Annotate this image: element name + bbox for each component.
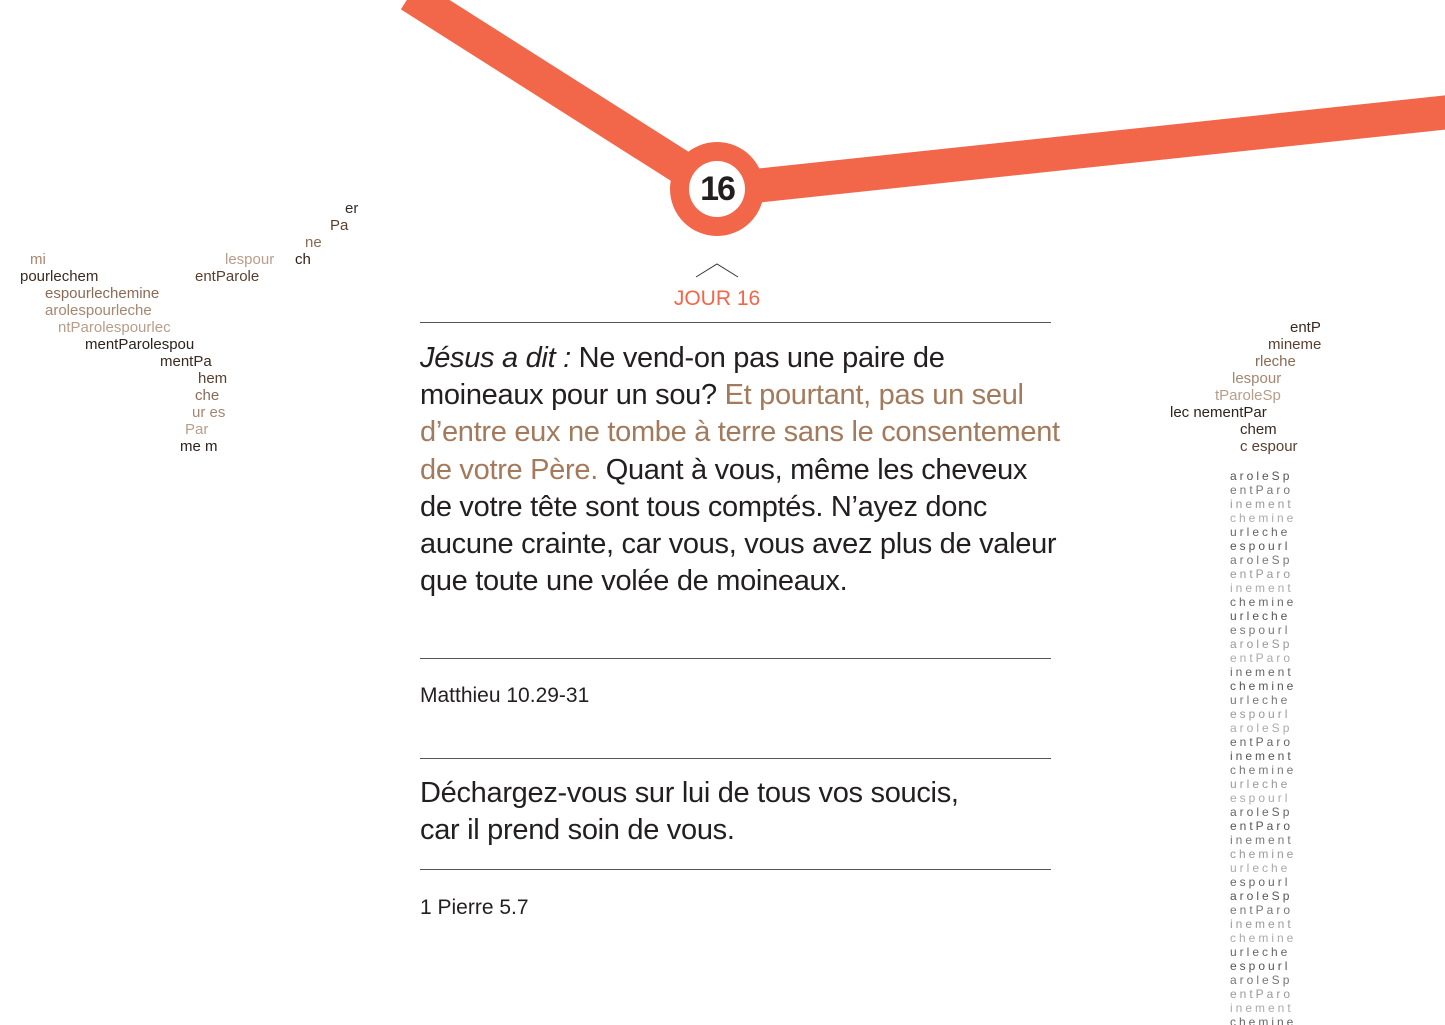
decorative-letters: entParo — [1230, 567, 1294, 581]
decorative-letters: urleche — [1230, 525, 1291, 539]
quote-line-2: car il prend soin de vous. — [420, 814, 735, 847]
decorative-letters: urleche — [1230, 693, 1291, 707]
decorative-letters: lespour — [225, 251, 275, 268]
decorative-letters: mi — [30, 251, 46, 268]
decorative-letters: er — [345, 200, 359, 217]
decorative-letters: entP — [1290, 319, 1321, 336]
verse-part2: Quant à vous, même les cheveux de votre tête sont tous comptés. N’ayez donc aucune crainte, car vous, vous avez plus de valeur que toute une volée de moineaux. — [420, 453, 1057, 598]
decorative-letters: aroleSp — [1230, 553, 1293, 567]
decorative-letters: espourl — [1230, 539, 1291, 553]
decorative-letters: che — [195, 387, 220, 404]
decorative-letters: ntParolespourlec — [58, 319, 171, 336]
day-badge — [670, 142, 764, 236]
decorative-letters: chem — [1240, 421, 1277, 438]
divider — [420, 758, 1051, 759]
decorative-letters: entParo — [1230, 735, 1294, 749]
typographic-bird-left — [20, 200, 358, 455]
decorative-letters: espourl — [1230, 791, 1291, 805]
decorative-letters: aroleSp — [1230, 973, 1293, 987]
decorative-letters: hem — [198, 370, 228, 387]
decorative-letters: urleche — [1230, 609, 1291, 623]
decorative-letters: inement — [1230, 749, 1294, 763]
divider — [420, 658, 1051, 659]
decorative-letters: espourl — [1230, 875, 1291, 889]
decorative-letters: tParoleSp — [1215, 387, 1281, 404]
decorative-letters: espourl — [1230, 707, 1291, 721]
decorative-letters: Pa — [330, 217, 349, 234]
decorative-letters: mineme — [1268, 336, 1322, 353]
decorative-letters: lespour — [1232, 370, 1282, 387]
decorative-letters: mentParolespou — [85, 336, 195, 353]
decorative-letters: c espour — [1240, 438, 1298, 455]
decorative-letters: chemine — [1230, 931, 1297, 945]
decorative-letters: inement — [1230, 917, 1294, 931]
decorative-letters: entParo — [1230, 651, 1294, 665]
decorative-letters: entParo — [1230, 483, 1294, 497]
decorative-letters: espourlechemine — [45, 285, 160, 302]
decorative-letters: inement — [1230, 581, 1294, 595]
verse-part1: Ne vend-on pas une paire de moineaux pour un sou? — [420, 342, 945, 412]
decorative-letters: ur es — [192, 404, 226, 421]
decorative-letters: rleche — [1255, 353, 1296, 370]
decorative-letters: entParo — [1230, 903, 1294, 917]
decorative-letters: aroleSp — [1230, 889, 1293, 903]
decorative-letters: inement — [1230, 665, 1294, 679]
decorative-letters: inement — [1230, 1001, 1294, 1015]
decorative-letters: ch — [295, 251, 311, 268]
quote-line-1: Déchargez-vous sur lui de tous vos soucis, — [420, 777, 959, 809]
quote-text — [420, 775, 1060, 849]
verse-reference: Matthieu 10.29-31 — [420, 684, 590, 707]
typographic-bird-right — [1170, 319, 1321, 455]
decorative-letters: chemine — [1230, 847, 1297, 861]
decorative-letters: me m — [180, 438, 218, 455]
verse-text — [420, 340, 1060, 600]
decorative-letters: chemine — [1230, 511, 1297, 525]
decorative-letters: Par — [185, 421, 209, 438]
decorative-letters: inement — [1230, 833, 1294, 847]
typographic-pillar — [1230, 469, 1296, 1025]
divider — [420, 869, 1051, 870]
decorative-letters: urleche — [1230, 777, 1291, 791]
decorative-letters: entParole — [195, 268, 260, 285]
decorative-letters: arolespourleche — [45, 302, 152, 319]
quote-reference: 1 Pierre 5.7 — [420, 896, 529, 919]
decorative-letters: urleche — [1230, 861, 1291, 875]
decorative-letters: urleche — [1230, 945, 1291, 959]
day-number: 16 — [689, 161, 745, 217]
verse-intro: Jésus a dit : — [420, 342, 571, 374]
decorative-letters: chemine — [1230, 1015, 1297, 1025]
caret-up-icon — [695, 262, 739, 278]
decorative-letters: aroleSp — [1230, 805, 1293, 819]
divider — [420, 322, 1051, 323]
decorative-letters: lec nementPar — [1170, 404, 1267, 421]
decorative-letters: inement — [1230, 497, 1294, 511]
decorative-letters: chemine — [1230, 679, 1297, 693]
verse-highlight: Et pourtant, pas un seul d’entre eux ne tombe à terre sans le consentement de votre Père. — [420, 379, 1060, 486]
decorative-letters: mentPa — [160, 353, 212, 370]
day-label: JOUR 16 — [673, 287, 761, 310]
decorative-letters: pourlechem — [20, 268, 99, 285]
decorative-letters: ne — [305, 234, 322, 251]
decorative-letters: entParo — [1230, 987, 1294, 1001]
decorative-letters: entParo — [1230, 819, 1294, 833]
decorative-letters: chemine — [1230, 595, 1297, 609]
decorative-letters: espourl — [1230, 959, 1291, 973]
decorative-letters: aroleSp — [1230, 469, 1293, 483]
decorative-letters: aroleSp — [1230, 637, 1293, 651]
orange-path-line — [410, 0, 1445, 190]
decorative-letters: aroleSp — [1230, 721, 1293, 735]
decorative-letters: chemine — [1230, 763, 1297, 777]
decorative-letters: espourl — [1230, 623, 1291, 637]
